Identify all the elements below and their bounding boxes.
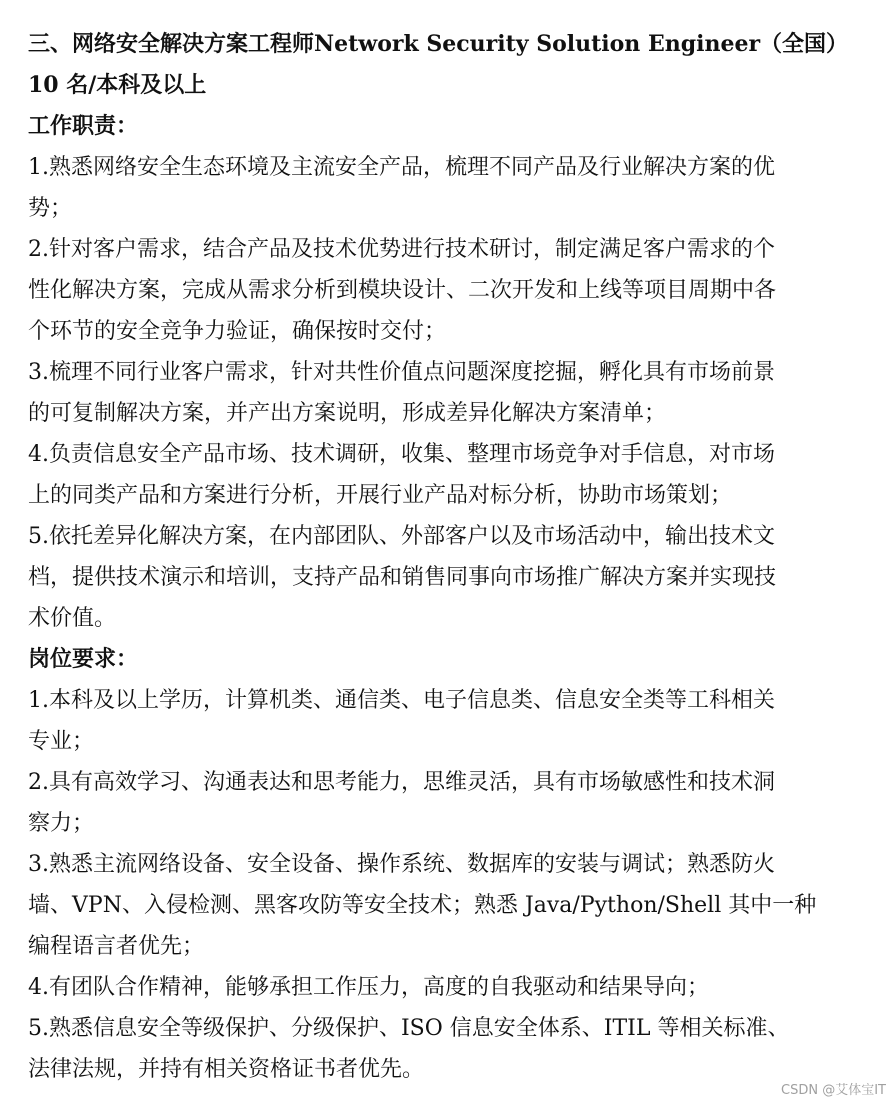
duty-line: 的可复制解决方案，并产出方案说明，形成差异化解决方案清单；	[28, 401, 667, 426]
duty-line: 4.负责信息安全产品市场、技术调研，收集、整理市场竞争对手信息，对市场	[28, 442, 775, 467]
duties-list	[28, 147, 880, 639]
job-title-line-1: 三、网络安全解决方案工程师Network Security Solution Engineer（全国）	[28, 31, 849, 57]
duty-line: 1.熟悉网络安全生态环境及主流安全产品，梳理不同产品及行业解决方案的优	[28, 155, 775, 180]
requirements-list	[28, 680, 880, 1090]
requirement-line: 墙、VPN、入侵检测、黑客攻防等安全技术；熟悉 Java/Python/Shell 其中一种	[28, 893, 817, 918]
requirement-line: 4.有团队合作精神，能够承担工作压力，高度的自我驱动和结果导向；	[28, 975, 709, 1000]
duty-line: 5.依托差异化解决方案，在内部团队、外部客户以及市场活动中，输出技术文	[28, 524, 775, 549]
duty-line: 势；	[28, 196, 73, 221]
duty-line: 性化解决方案，完成从需求分析到模块设计、二次开发和上线等项目周期中各	[28, 278, 777, 303]
requirement-line: 察力；	[28, 811, 95, 836]
duty-line: 术价值。	[28, 606, 117, 631]
duty-line: 档，提供技术演示和培训，支持产品和销售同事向市场推广解决方案并实现技	[28, 565, 777, 590]
requirement-line: 2.具有高效学习、沟通表达和思考能力，思维灵活，具有市场敏感性和技术洞	[28, 770, 775, 795]
job-title-line-2: 10 名/本科及以上	[28, 72, 207, 98]
requirement-line: 编程语言者优先；	[28, 934, 205, 959]
csdn-watermark: CSDN @艾体宝IT	[781, 1083, 886, 1098]
job-posting-document	[28, 24, 880, 1090]
requirement-line: 专业；	[28, 729, 95, 754]
duty-line: 上的同类产品和方案进行分析，开展行业产品对标分析，协助市场策划；	[28, 483, 733, 508]
requirement-line: 法律法规，并持有相关资格证书者优先。	[28, 1057, 425, 1082]
requirements-heading: 岗位要求：	[28, 646, 139, 672]
requirement-line: 1.本科及以上学历，计算机类、通信类、电子信息类、信息安全类等工科相关	[28, 688, 775, 713]
requirement-line: 3.熟悉主流网络设备、安全设备、操作系统、数据库的安装与调试；熟悉防火	[28, 852, 775, 877]
duty-line: 3.梳理不同行业客户需求，针对共性价值点问题深度挖掘，孵化具有市场前景	[28, 360, 775, 385]
duties-heading: 工作职责：	[28, 113, 139, 139]
requirement-line: 5.熟悉信息安全等级保护、分级保护、ISO 信息安全体系、ITIL 等相关标准、	[28, 1016, 790, 1041]
duty-line: 2.针对客户需求，结合产品及技术优势进行技术研讨，制定满足客户需求的个	[28, 237, 775, 262]
duty-line: 个环节的安全竞争力验证，确保按时交付；	[28, 319, 447, 344]
